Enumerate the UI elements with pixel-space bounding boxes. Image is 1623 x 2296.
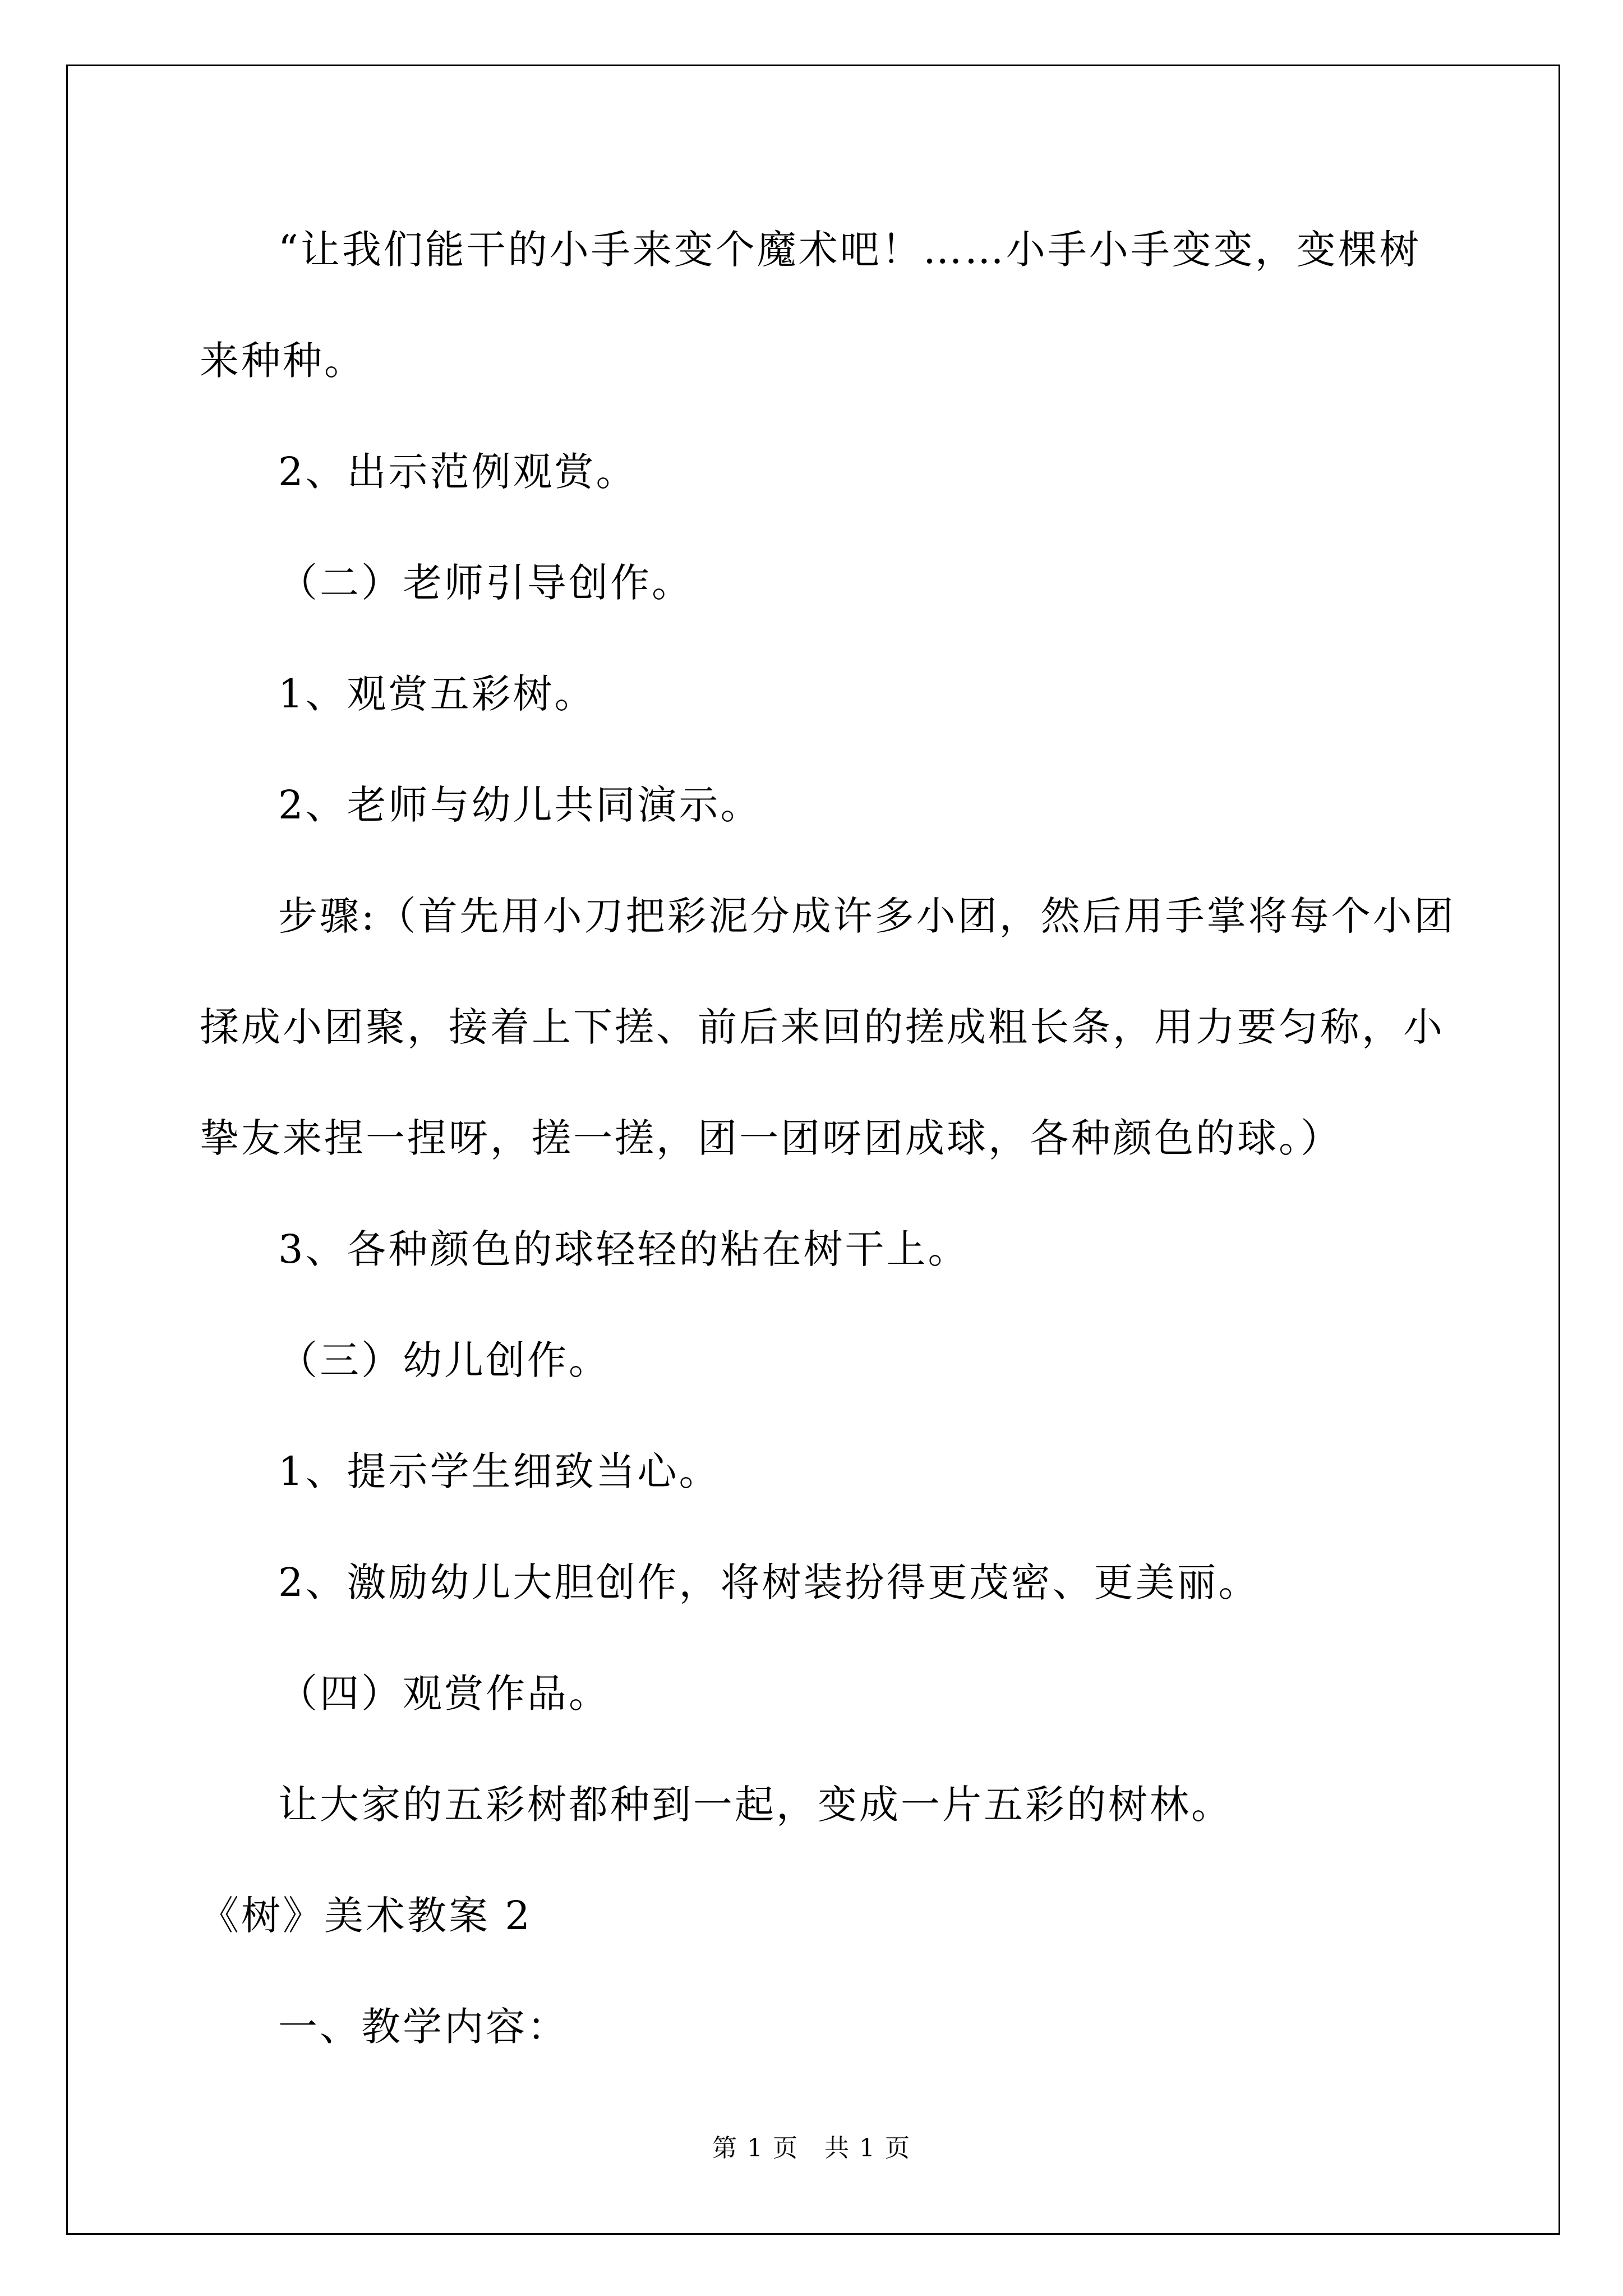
text-line: 2、出示范例观赏。 [278, 449, 638, 495]
text-line: （三）幼儿创作。 [278, 1337, 610, 1383]
text-line: 3、各种颜色的球轻轻的粘在树干上。 [278, 1226, 970, 1272]
text-line: 让大家的五彩树都种到一起，变成一片五彩的树林。 [278, 1782, 1233, 1828]
page-footer: 第 1 页 共 1 页 [712, 2134, 911, 2162]
text-line: （二）老师引导创作。 [278, 560, 693, 606]
text-line: 一、教学内容： [278, 2004, 569, 2050]
text-line: 挚友来捏一捏呀，搓一搓，团一团呀团成球，各种颜色的球。） [200, 1115, 1342, 1161]
text-line: 来种种。 [200, 338, 366, 384]
text-line: （四）观赏作品。 [278, 1671, 610, 1717]
text-line: 1、观赏五彩树。 [278, 671, 596, 717]
text-line: 2、老师与幼儿共同演示。 [278, 782, 762, 828]
text-line: 1、提示学生细致当心。 [278, 1448, 721, 1494]
section-heading: 《树》美术教案 2 [200, 1893, 532, 1939]
text-line: 2、激励幼儿大胆创作，将树装扮得更茂密、更美丽。 [278, 1559, 1260, 1605]
text-line: 揉成小团聚，接着上下搓、前后来回的搓成粗长条，用力要匀称，小 [200, 1004, 1445, 1050]
text-line: “让我们能干的小手来变个魔术吧！……小手小手变变，变棵树 [278, 227, 1421, 273]
text-line: 步骤:（首先用小刀把彩泥分成许多小团，然后用手掌将每个小团 [278, 893, 1456, 939]
